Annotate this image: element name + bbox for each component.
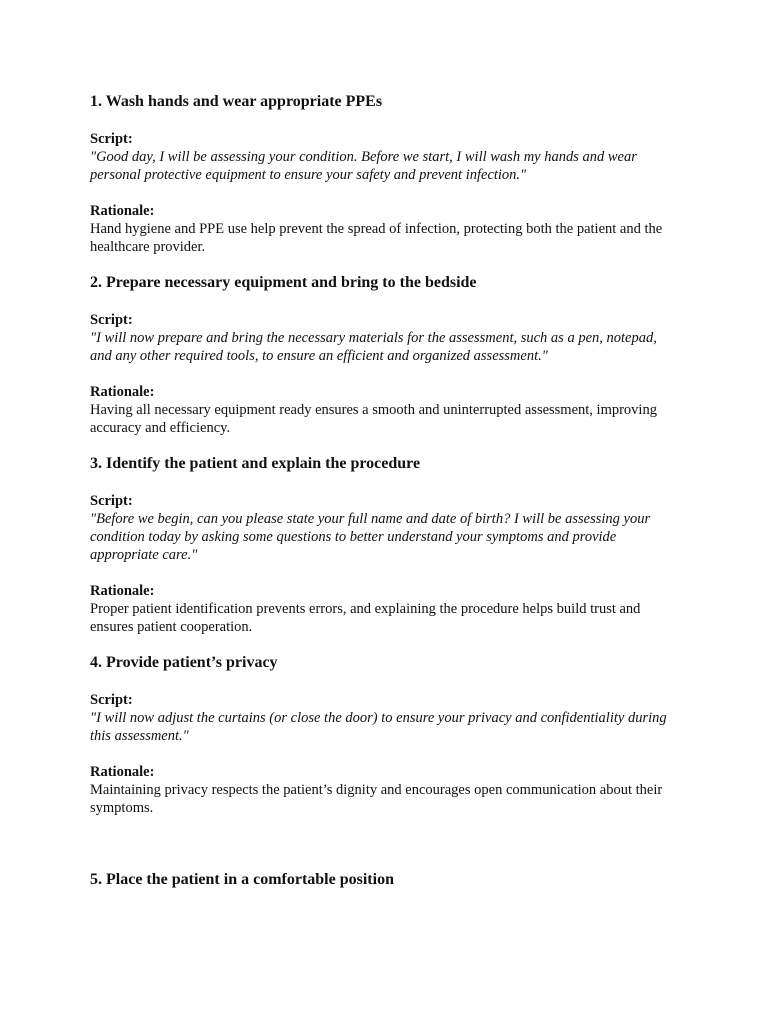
step-2-section [90,273,680,437]
step-1-rationale-label: Rationale: [90,203,155,219]
step-2-rationale-label: Rationale: [90,384,155,400]
step-4-heading: 4. Provide patient’s privacy [90,654,278,671]
step-2-script-label: Script: [90,312,133,328]
step-4-script-text: "I will now adjust the curtains (or close the door) to ensure your privacy and confidentiality during this assessment." [90,710,667,744]
step-3-rationale-text: Proper patient identification prevents errors, and explaining the procedure helps build trust and ensures patient cooperation. [90,601,641,635]
step-3-section [90,454,680,636]
step-4-rationale-label: Rationale: [90,764,155,780]
step-4-section [90,653,680,817]
step-1-section [90,92,680,256]
step-3-rationale-label: Rationale: [90,583,155,599]
step-3-script-label: Script: [90,493,133,509]
step-3-heading: 3. Identify the patient and explain the procedure [90,455,421,472]
step-1-script-label: Script: [90,131,133,147]
step-2-rationale-text: Having all necessary equipment ready ensures a smooth and uninterrupted assessment, improving accuracy and efficiency. [90,402,657,436]
step-4-rationale-text: Maintaining privacy respects the patient’s dignity and encourages open communication about their symptoms. [90,782,663,816]
step-1-rationale-text: Hand hygiene and PPE use help prevent the spread of infection, protecting both the patient and the healthcare provider. [90,221,663,255]
document-page [90,92,680,890]
step-5-section [90,870,680,890]
step-5-heading: 5. Place the patient in a comfortable position [90,871,394,888]
step-3-script-text: "Before we begin, can you please state your full name and date of birth? I will be assessing your condition today by asking some questions to better understand your symptoms and provide appropriate care." [90,511,651,563]
step-1-heading: 1. Wash hands and wear appropriate PPEs [90,93,383,110]
step-4-script-label: Script: [90,692,133,708]
step-1-script-text: "Good day, I will be assessing your condition. Before we start, I will wash my hands and wear personal protective equipment to ensure your safety and prevent infection." [90,149,637,183]
step-2-heading: 2. Prepare necessary equipment and bring to the bedside [90,274,477,291]
step-2-script-text: "I will now prepare and bring the necessary materials for the assessment, such as a pen, notepad, and any other required tools, to ensure an efficient and organized assessment." [90,330,657,364]
